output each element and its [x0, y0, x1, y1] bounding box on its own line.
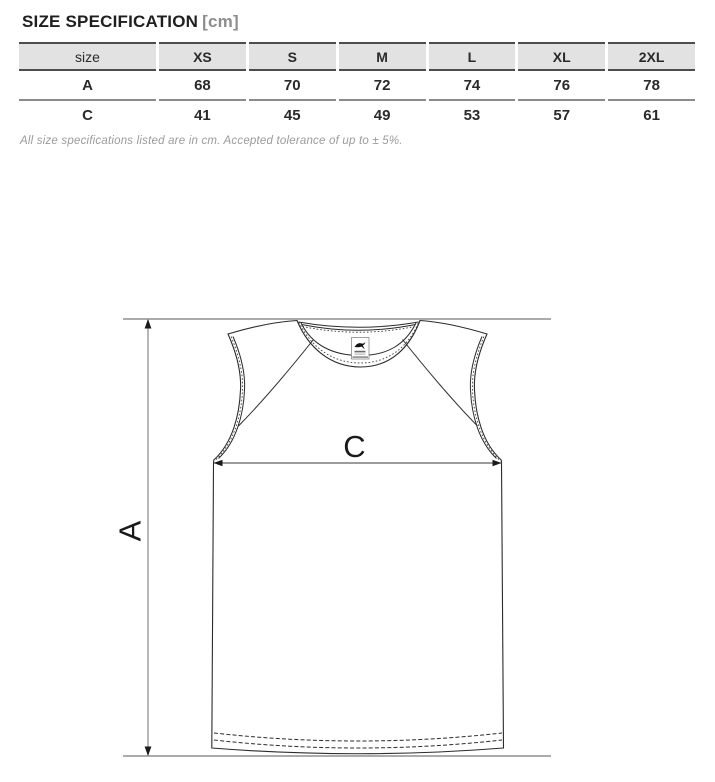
table-header-m: M	[339, 42, 426, 71]
size-table	[19, 42, 695, 130]
row-c-value-xl: 57	[553, 107, 571, 124]
table-header-xl: XL	[518, 42, 605, 71]
arrow-down-icon	[145, 747, 152, 757]
row-a-value-2xl: 78	[608, 71, 695, 101]
row-c-value-xs: 41	[194, 107, 211, 124]
table-header-size: size	[19, 42, 156, 71]
label-text-line	[355, 351, 366, 353]
page-title-unit: [cm]	[202, 12, 239, 31]
row-c-value-m: 49	[373, 107, 391, 124]
table-header-2xl: 2XL	[608, 42, 695, 71]
row-c-value-s: 45	[283, 107, 301, 124]
row-a-value-l: 74	[429, 71, 516, 101]
table-footnote: All size specifications listed are in cm. Accepted tolerance of up to ± 5%.	[20, 135, 403, 147]
row-a-value-m: 72	[339, 71, 426, 101]
garment-outline	[212, 321, 504, 754]
row-a-value-xl: 76	[518, 71, 605, 101]
label-bottom-bar	[353, 356, 369, 358]
dimension-a-line	[113, 319, 152, 756]
page-title-text: SIZE SPECIFICATION	[22, 12, 199, 31]
brand-neck-label	[352, 338, 370, 360]
table-header-xs: XS	[159, 42, 246, 71]
row-a-value-s: 70	[249, 71, 336, 101]
row-a-label: A	[19, 71, 156, 101]
back-neck-upper-edge	[299, 322, 419, 327]
dimension-a-label: A	[112, 520, 148, 542]
arrow-up-icon	[145, 319, 152, 329]
dimension-c-label: C	[343, 429, 366, 464]
table-header-s: S	[249, 42, 336, 71]
row-a-value-xs: 68	[159, 71, 246, 101]
size-specification-page	[0, 12, 715, 782]
label-text-line	[355, 354, 366, 355]
row-c-value-l: 53	[463, 107, 481, 124]
garment-diagram	[0, 312, 715, 782]
page-title	[22, 12, 715, 32]
row-c-label: C	[82, 107, 93, 124]
row-c-value-2xl: 61	[643, 107, 660, 124]
table-header-l: L	[429, 42, 516, 71]
